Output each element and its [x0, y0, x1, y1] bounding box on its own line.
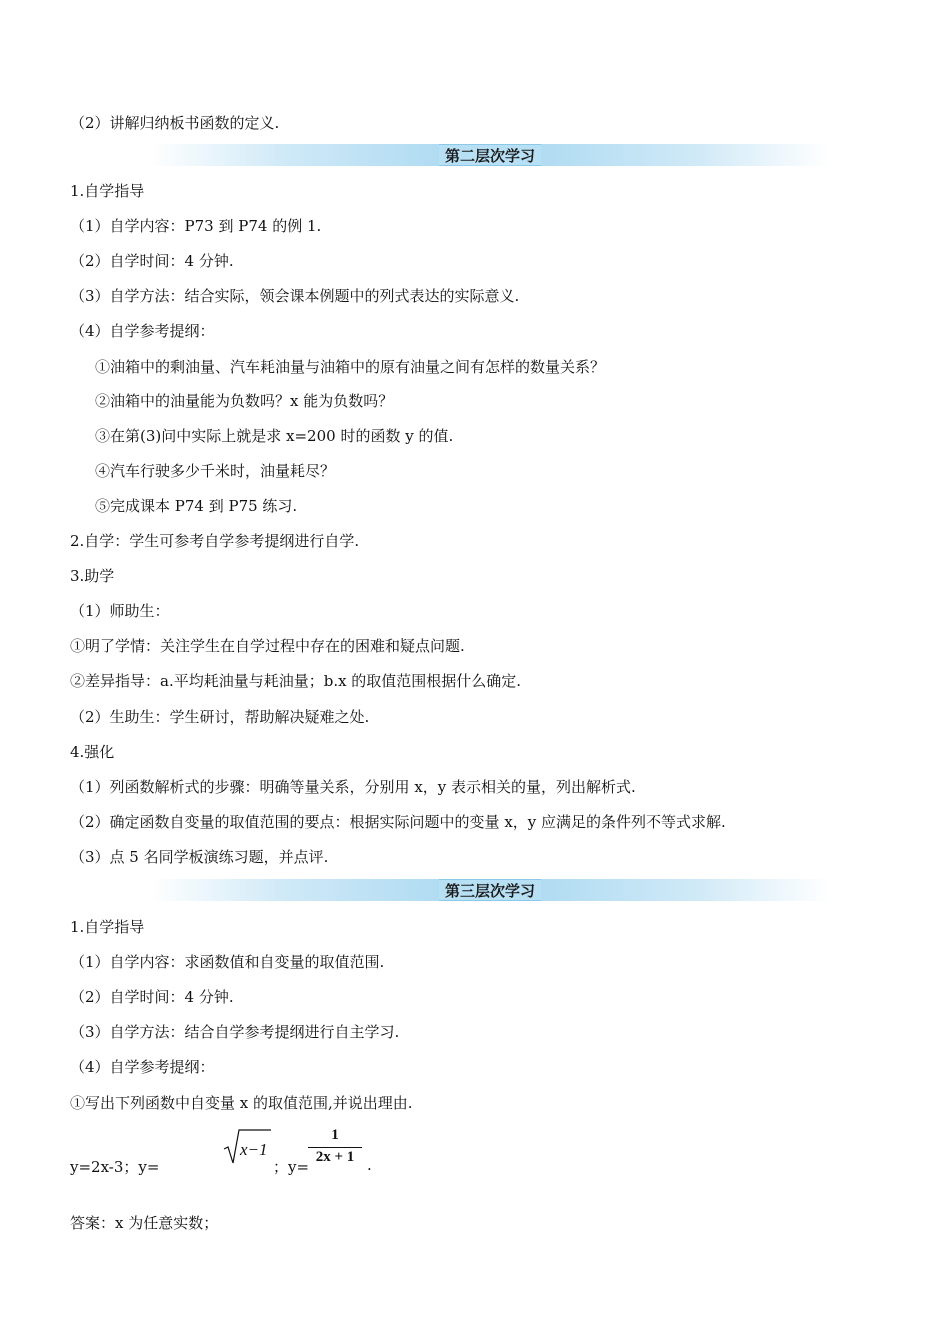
formula-end: . — [367, 1156, 372, 1174]
s2-after-7: （1）列函数解析式的步骤：明确等量关系，分别用 x，y 表示相关的量，列出解析式. — [70, 778, 636, 796]
s2-outline-1: ②油箱中的油量能为负数吗？x 能为负数吗？ — [95, 392, 394, 410]
s2-line-3: （3）自学方法：结合实际，领会课本例题中的列式表达的实际意义. — [70, 287, 520, 305]
s3-line-5: ①写出下列函数中自变量 x 的取值范围,并说出理由. — [70, 1094, 413, 1112]
s3-line-1: （1）自学内容：求函数值和自变量的取值范围. — [70, 953, 385, 971]
fraction-bar — [308, 1147, 362, 1148]
s2-outline-4: ⑤完成课本 P74 到 P75 练习. — [95, 497, 298, 515]
s2-after-6: 4.强化 — [70, 743, 115, 761]
formula-part1: y=2x-3；y= — [70, 1158, 160, 1176]
fraction-numerator: 1 — [331, 1127, 339, 1143]
section-banner-3 — [150, 879, 830, 901]
s2-line-2: （2）自学时间：4 分钟. — [70, 252, 234, 270]
section-banner-3-label: 第三层次学习 — [439, 879, 541, 901]
section-banner-2-label: 第二层次学习 — [439, 144, 541, 166]
formula-part2: ；y= — [273, 1158, 310, 1176]
s2-outline-0: ①油箱中的剩油量、汽车耗油量与油箱中的原有油量之间有怎样的数量关系？ — [95, 358, 606, 376]
s2-after-8: （2）确定函数自变量的取值范围的要点：根据实际问题中的变量 x，y 应满足的条件列不等式求解. — [70, 813, 726, 831]
s2-outline-3: ④汽车行驶多少千米时，油量耗尽？ — [95, 462, 336, 480]
section-banner-2 — [150, 144, 830, 166]
sqrt-radicand: x−1 — [240, 1140, 268, 1159]
s2-after-2: （1）师助生： — [70, 602, 170, 620]
s3-line-2: （2）自学时间：4 分钟. — [70, 988, 234, 1006]
s2-after-5: （2）生助生：学生研讨，帮助解决疑难之处. — [70, 708, 370, 726]
s2-line-0: 1.自学指导 — [70, 182, 145, 200]
s2-after-1: 3.助学 — [70, 567, 115, 585]
s2-after-9: （3）点 5 名同学板演练习题，并点评. — [70, 848, 329, 866]
s3-line-0: 1.自学指导 — [70, 918, 145, 936]
s2-after-4: ②差异指导：a.平均耗油量与耗油量；b.x 的取值范围根据什么确定. — [70, 672, 522, 690]
fraction-expression — [305, 1125, 365, 1167]
s3-line-3: （3）自学方法：结合自学参考提纲进行自主学习. — [70, 1023, 400, 1041]
answer-line: 答案：x 为任意实数； — [70, 1214, 219, 1232]
radical-sign-icon — [223, 1125, 273, 1165]
s2-after-0: 2.自学：学生可参考自学参考提纲进行自学. — [70, 532, 360, 550]
sqrt-expression — [223, 1125, 273, 1165]
s2-after-3: ①明了学情：关注学生在自学过程中存在的困难和疑点问题. — [70, 637, 465, 655]
top-line: （2）讲解归纳板书函数的定义. — [70, 114, 280, 132]
s3-line-4: （4）自学参考提纲： — [70, 1058, 215, 1076]
s2-outline-2: ③在第(3)问中实际上就是求 x=200 时的函数 y 的值. — [95, 427, 454, 445]
s2-line-1: （1）自学内容：P73 到 P74 的例 1. — [70, 217, 322, 235]
fraction-denominator: 2x + 1 — [315, 1149, 355, 1165]
s2-line-4: （4）自学参考提纲： — [70, 322, 215, 340]
